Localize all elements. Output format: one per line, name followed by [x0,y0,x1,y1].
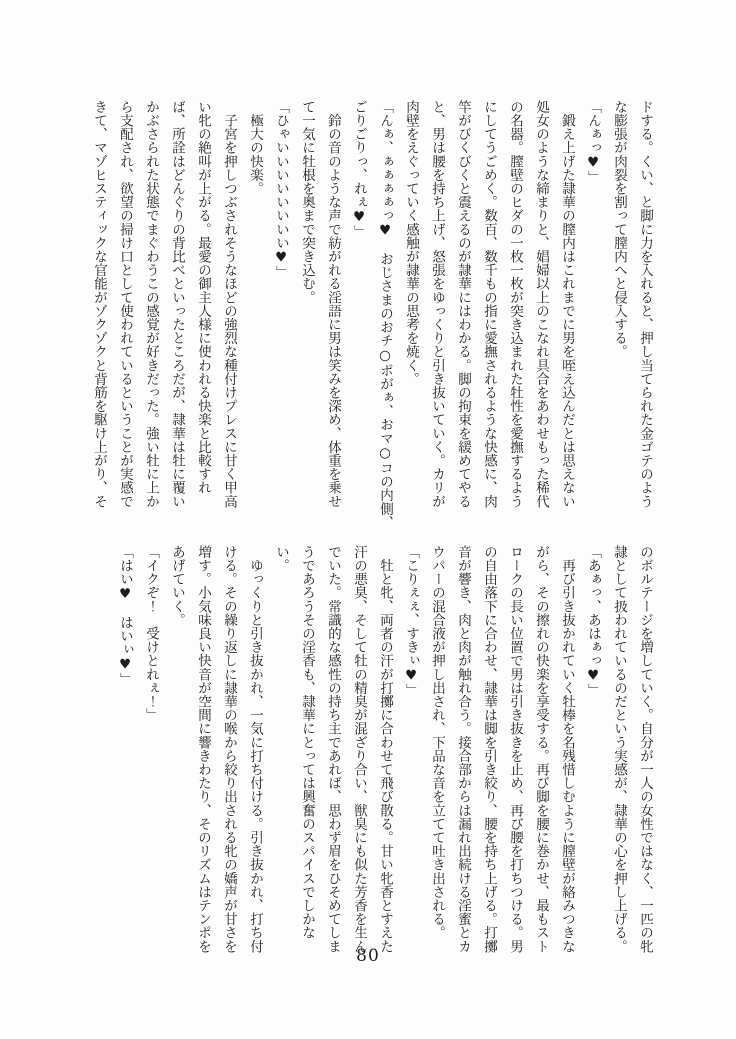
text-line: ごりごりっ、れぇ♥」 [351,100,367,239]
text-line: 「イクぞ！ 受けとれぇ！」 [143,545,159,722]
text-line: かぶさられた状態でまぐわうこの感覚が好きだった。強い牡に上か [143,100,159,508]
text-line: ゆっくりと引き抜かれ、一気に打ち付ける。引き抜かれ、打ち付 [247,545,263,953]
text-line: 「あぁっ、あはぁっ♥」 [585,545,601,698]
text-line: 「はい♥ はいぃ♥」 [117,545,133,686]
text-line: 処女のような締まりと、娼婦以上のこなれ具合をあわせもった稀代 [533,100,549,508]
page-number: 80 [356,946,380,966]
text-line: ドする。くい、と脚に力を入れると、押し当てられた金ゴテのよう [637,100,653,508]
text-line: 隷として扱われているのだという実感が、隷華の心を押し上げる。 [611,545,627,953]
text-line: でいた。常識的な感性の持ち主であれば、思わず眉をひそめてしま [325,545,341,953]
text-line: 牡と牝、両者の汗が打擲に合わせて飛び散る。甘い牝香とすえた [377,545,393,953]
text-line: い。 [273,545,289,573]
text-line: な膨張が肉裂を割って膣内へと侵入する。 [611,100,627,359]
text-line: 竿がびくびくと震えるのが隷華にはわかる。脚の拘束を緩めてやる [455,100,471,508]
text-line: あげていく。 [169,545,185,627]
text-line: ば、所詮はどんぐりの背比べといったところだが、隷華は牡に覆い [169,100,185,508]
text-line: ける。その繰り返しに隷華の喉から絞り出される牝の嬌声が甘さを [221,545,237,953]
text-line: の名器。膣壁のヒダの一枚一枚が突き込まれた牡性を愛撫するよう [507,100,523,508]
text-line: うであろうその淫香も、隷華にとっては興奮のスパイスでしかな [299,545,315,940]
text-line: 「んぁ、ぁぁぁぁっ♥ おじさまのおチ○ポがぁ、おマ○コの内側、 [377,100,393,530]
text-line: と、男は腰を持ち上げ、怒張をゆっくりと引き抜いていく。カリが [429,100,445,508]
text-line: 汗の悪臭、そして牡の精臭が混ざり合い、獣臭にも似た芳香を生ん [351,545,367,953]
text-line: 極大の快楽。 [247,100,263,196]
text-line: がら、その擦れの快楽を享受する。再び脚を腰に巻かせ、最もスト [533,545,549,953]
text-line: 「んぁっ♥」 [585,100,601,185]
text-line: 「ひゃいいいいいいいい♥」 [273,100,289,280]
text-line: ら支配され、欲望の掃け口として使われているということが実感で [117,100,133,508]
text-line: 再び引き抜かれていく牡棒を名残惜しむように膣壁が絡みつきな [559,545,575,953]
text-line: 「こりぇぇ、すきぃ♥」 [403,545,419,698]
text-line: にしてうごめく。数百、数千もの指に愛撫されるような快感に、肉 [481,100,497,508]
text-line: の自由落下に合わせ、隷華は脚を引き絞り、腰を持ち上げる。打擲 [481,545,497,953]
text-line: ウパーの混合液が押し出され、下品な音を立てて吐き出される。 [429,545,445,940]
text-line: て一気に牡根を奥まで突き込む。 [299,100,315,304]
text-line: い牝の絶叫が上がる。最愛の御主人様に使われる快楽と比較すれ [195,100,211,495]
text-line: きて、マゾヒスティックな官能がゾクゾクと背筋を駆け上がり、そ [91,100,107,508]
text-line: 鈴の音のような声で紡がれる淫語に男は笑みを深め、体重を乗せ [325,100,341,508]
vertical-text-block-top [86,100,658,530]
text-line: ロークの長い位置で男は引き抜きを止め、再び腰を打ちつける。男 [507,545,523,953]
text-line: 鍛え上げた隷華の膣内はこれまでに男を咥え込んだとは思えない [559,100,575,508]
text-line: 増す。小気味良い快音が空間に響きわたり、そのリズムはテンポを [195,545,211,953]
text-line: 音が響き、肉と肉が触れ合う。接合部からは漏れ出続ける淫蜜とカ [455,545,471,953]
vertical-text-block-bottom [112,545,658,951]
text-line: 子宮を押しつぶされそうなほどの強烈な種付けプレスに甘く甲高 [221,100,237,508]
text-line: 肉壁をえぐっていく感触が隷華の思考を焼く。 [403,100,419,386]
text-line: のボルテージを増していく。自分が一人の女性ではなく、一匹の牝 [637,545,653,953]
